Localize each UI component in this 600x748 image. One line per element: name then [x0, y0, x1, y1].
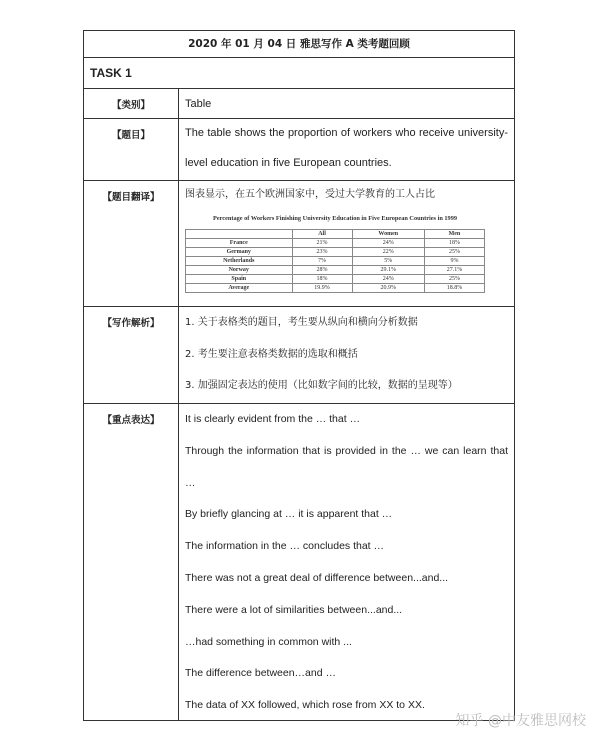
- row-expressions: [84, 404, 514, 720]
- data-table-cell: 23%: [292, 248, 352, 257]
- data-table-row-label: Netherlands: [186, 257, 293, 266]
- row-label-expressions: 【重点表达】: [84, 404, 179, 720]
- data-table-cell: 22%: [352, 248, 424, 257]
- row-value-type: Table: [185, 98, 212, 110]
- data-table-cell: 25%: [424, 248, 484, 257]
- data-table-header-cell: [186, 230, 293, 239]
- data-table-cell: 18%: [424, 239, 484, 248]
- row-label-type: 【类别】: [84, 89, 179, 118]
- analysis-item: 1. 关于表格类的题目，考生要从纵向和横向分析数据: [185, 317, 418, 328]
- data-table-row-label: Norway: [186, 266, 293, 275]
- data-table-header-row: [186, 230, 485, 239]
- data-table-row: [186, 239, 485, 248]
- expression-item: The data of XX followed, which rose from XX to XX.: [185, 699, 425, 712]
- data-table-cell: 7%: [292, 257, 352, 266]
- data-table-row-label: Average: [186, 284, 293, 293]
- row-analysis: [84, 307, 514, 404]
- data-table-header-cell: All: [292, 230, 352, 239]
- data-table-row-label: Germany: [186, 248, 293, 257]
- row-value-expressions: [179, 404, 514, 720]
- data-table-row: [186, 284, 485, 293]
- translation-text: 图表显示，在五个欧洲国家中，受过大学教育的工人占比: [185, 189, 435, 200]
- row-type: [84, 89, 514, 119]
- data-table-cell: 24%: [352, 275, 424, 284]
- data-table-cell: 20.9%: [352, 284, 424, 293]
- expression-item: By briefly glancing at … it is apparent that …: [185, 508, 393, 521]
- expression-item: There were a lot of similarities between...and...: [185, 603, 403, 616]
- data-table-header-cell: Men: [424, 230, 484, 239]
- watermark: 知乎 @中友雅思网校: [455, 713, 586, 729]
- row-label-translation: 【题目翻译】: [84, 181, 179, 306]
- data-table-row-label: France: [186, 239, 293, 248]
- expression-item: It is clearly evident from the … that …: [185, 413, 361, 425]
- data-table-header-cell: Women: [352, 230, 424, 239]
- expression-item: The difference between…and …: [185, 667, 336, 680]
- document-title: 2020 年 01 月 04 日 雅思写作 A 类考题回顾: [84, 31, 514, 58]
- data-table: [185, 211, 485, 293]
- data-table-cell: 18.8%: [424, 284, 484, 293]
- row-value-translation: [179, 181, 514, 306]
- row-label-topic: 【题目】: [84, 119, 179, 180]
- row-topic: [84, 119, 514, 181]
- data-table-cell: 18%: [292, 275, 352, 284]
- row-value-topic: [179, 119, 514, 180]
- data-table-cell: 9%: [424, 257, 484, 266]
- row-translation: [84, 181, 514, 307]
- analysis-item: 2. 考生要注意表格类数据的选取和概括: [185, 348, 358, 360]
- data-table-cell: 19.9%: [292, 284, 352, 293]
- data-table-cell: 24%: [352, 239, 424, 248]
- expression-item: There was not a great deal of difference between...and...: [185, 571, 449, 584]
- row-value-analysis: [179, 307, 514, 403]
- data-table-body: [186, 239, 485, 293]
- data-table-cell: 27.1%: [424, 266, 484, 275]
- analysis-item: 3. 加强固定表达的使用（比如数字间的比较，数据的呈现等）: [185, 380, 458, 391]
- task-label: TASK 1: [84, 58, 514, 89]
- data-table-row: [186, 248, 485, 257]
- topic-text: The table shows the proportion of workers who receive university-level education in five European countries.: [185, 127, 508, 169]
- data-table-cell: 25%: [424, 275, 484, 284]
- data-table-row: [186, 275, 485, 284]
- data-table-row-label: Spain: [186, 275, 293, 284]
- data-table-title: Percentage of Workers Finishing University Education in Five European Countries in 1999: [212, 215, 457, 222]
- document-table: [83, 30, 515, 721]
- data-table-row: [186, 266, 485, 275]
- data-table-row: [186, 257, 485, 266]
- data-table-cell: 21%: [292, 239, 352, 248]
- data-table-cell: 29.1%: [352, 266, 424, 275]
- expression-item: …had something in common with ...: [185, 635, 352, 648]
- expression-item: Through the information that is provided in the … we can learn that …: [185, 444, 508, 489]
- data-table-cell: 5%: [352, 257, 424, 266]
- data-table-cell: 28%: [292, 266, 352, 275]
- row-label-analysis: 【写作解析】: [84, 307, 179, 403]
- expression-item: The information in the … concludes that …: [185, 540, 385, 553]
